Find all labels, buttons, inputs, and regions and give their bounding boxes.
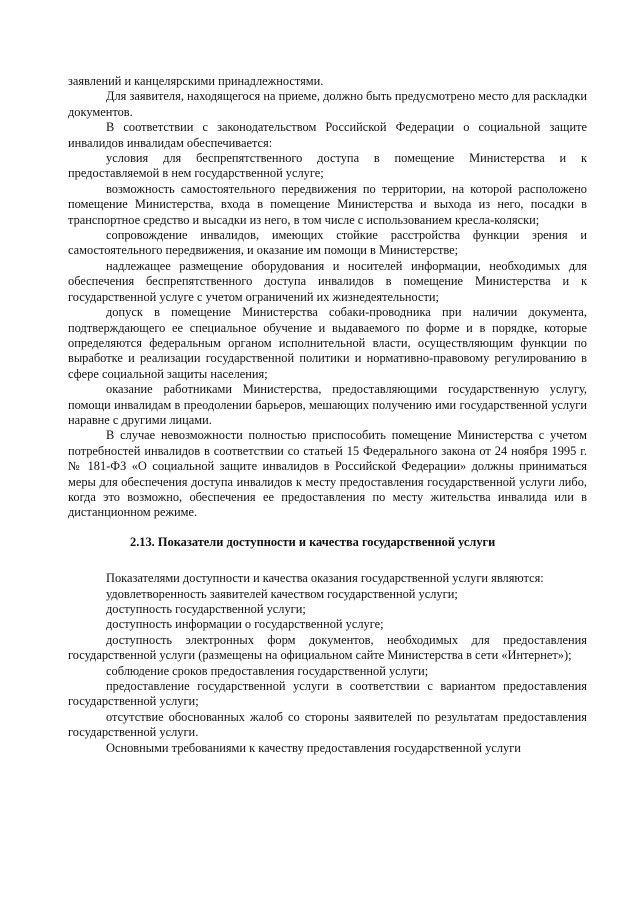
list-item: доступность информации о государственной услуге; bbox=[106, 617, 384, 632]
list-item: условия для беспрепятственного доступа в помещение Министерства и к предоставляемой в нем государственной услуге; bbox=[68, 151, 587, 181]
list-item: предоставление государственной услуги в соответствии с вариантом предоставления государственной услуги; bbox=[68, 679, 587, 709]
section-heading: 2.13. Показатели доступности и качества государственной услуги bbox=[130, 534, 496, 549]
paragraph: Основными требованиями к качеству предоставления государственной услуги bbox=[106, 740, 521, 755]
list-item: удовлетворенность заявителей качеством государственной услуги; bbox=[106, 586, 458, 601]
list-item: возможность самостоятельного передвижения по территории, на которой расположено помещение Министерства, входа в помещение Министерства и выхода из него, посадки в транспортное средство и высадки из него, в том числе с использованием кресла-коляски; bbox=[68, 181, 587, 227]
list-item: отсутствие обоснованных жалоб со стороны заявителей по результатам предоставления государственной услуги. bbox=[68, 709, 587, 740]
paragraph: В случае невозможности полностью приспособить помещение Министерства с учетом потребностей инвалидов в соответствии со статьей 15 Федерального закона от 24 ноября 1995 г. № 181-ФЗ «О социальной защите инвалидов в Российской Федерации» должны приниматься меры для обеспечения доступа инвалидов к месту предоставления государственной услуги либо, когда это возможно, обеспечения ее предоставления по месту жительства инвалида или в дистанционном режиме. bbox=[68, 428, 587, 520]
list-item: оказание работниками Министерства, предоставляющими государственную услугу, помощи инвалидам в преодолении барьеров, мешающих получению ими государственной услуги наравне с другими лицами. bbox=[68, 382, 587, 427]
paragraph: В соответствии с законодательством Российской Федерации о социальной защите инвалидов инвалидам обеспечивается: bbox=[68, 120, 587, 150]
paragraph: Показателями доступности и качества оказания государственной услуги являются: bbox=[106, 571, 544, 586]
list-item: надлежащее размещение оборудования и носителей информации, необходимых для обеспечения беспрепятственного доступа инвалидов в помещение Министерства и к государственной услуге с учетом ограничений их жизнедеятельности; bbox=[68, 258, 587, 304]
list-item: допуск в помещение Министерства собаки-проводника при наличии документа, подтверждающего ее специальное обучение и выдаваемого по форме и в порядке, которые определяются федеральным органом исполнительной власти, осуществляющим функции по выработке и реализации государственной политики и нормативно-правовому регулированию в сфере социальной защиты населения; bbox=[68, 305, 587, 381]
list-item: доступность государственной услуги; bbox=[106, 602, 306, 616]
paragraph-continuation: заявлений и канцелярскими принадлежностями. bbox=[68, 74, 324, 88]
paragraph: Для заявителя, находящегося на приеме, должно быть предусмотрено место для раскладки документов. bbox=[68, 89, 587, 119]
document-page bbox=[68, 74, 587, 756]
list-item: соблюдение сроков предоставления государственной услуги; bbox=[106, 663, 429, 678]
list-item: доступность электронных форм документов, необходимых для предоставления государственной услуги (размещены на официальном сайте Министерства в сети «Интернет»); bbox=[68, 632, 587, 663]
list-item: сопровождение инвалидов, имеющих стойкие расстройства функции зрения и самостоятельного передвижения, и оказание им помощи в Министерстве; bbox=[68, 228, 587, 258]
